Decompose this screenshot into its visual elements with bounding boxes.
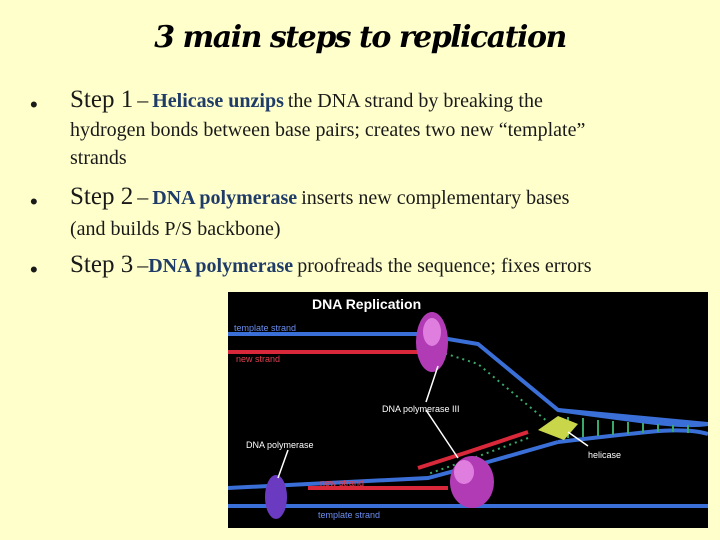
pointer-polymerase — [278, 450, 288, 478]
step-2-dash: – — [137, 184, 149, 209]
label-template-strand-top: template strand — [234, 323, 297, 333]
step-2-text: inserts new complementary bases — [301, 187, 570, 209]
dna-polymerase-iii-top-highlight — [423, 318, 441, 346]
step-1-emphasis: Helicase unzips — [152, 90, 284, 112]
step-3-text: proofreads the sequence; fixes errors — [297, 255, 592, 277]
step-2-emphasis: DNA polymerase — [152, 187, 298, 209]
step-1-label: Step 1 — [70, 86, 134, 113]
slide-title: 3 main steps to replication — [154, 20, 566, 55]
dna-polymerase-iii-bottom — [450, 456, 494, 508]
bullet-icon: • — [30, 92, 38, 117]
dna-polymerase-small — [265, 475, 287, 519]
bullet-icon: • — [30, 257, 38, 282]
step-2-line — [70, 183, 569, 211]
step-3-emphasis: DNA polymerase — [148, 255, 294, 277]
step-3-dash: – — [137, 252, 149, 277]
step-1-text: the DNA strand by breaking the — [287, 90, 543, 112]
step-3-label: Step 3 — [70, 251, 134, 278]
label-new-strand-top: new strand — [236, 354, 281, 364]
label-dna-polymerase: DNA polymerase — [246, 440, 314, 450]
dna-replication-diagram — [228, 292, 708, 528]
dna-replication-figure — [228, 292, 708, 528]
label-new-strand-bottom: new strand — [320, 478, 365, 488]
pointer-polymerase-iii-bottom — [426, 410, 458, 458]
label-template-strand-bottom: template strand — [318, 510, 381, 520]
step-2-label: Step 2 — [70, 183, 134, 210]
step-2-continuation-1: (and builds P/S backbone) — [70, 218, 281, 240]
step-1-continuation-1: hydrogen bonds between base pairs; creates two new “template” — [70, 119, 586, 141]
dna-polymerase-iii-bottom-highlight — [454, 460, 474, 484]
figure-title: DNA Replication — [312, 296, 422, 312]
step-1-dash: – — [137, 87, 149, 112]
label-helicase: helicase — [588, 450, 622, 460]
bullet-icon: • — [30, 189, 38, 214]
label-dna-polymerase-iii: DNA polymerase III — [382, 404, 460, 414]
step-1-line — [70, 86, 543, 114]
step-1-continuation-2: strands — [70, 147, 127, 169]
step-3-line — [70, 251, 592, 279]
